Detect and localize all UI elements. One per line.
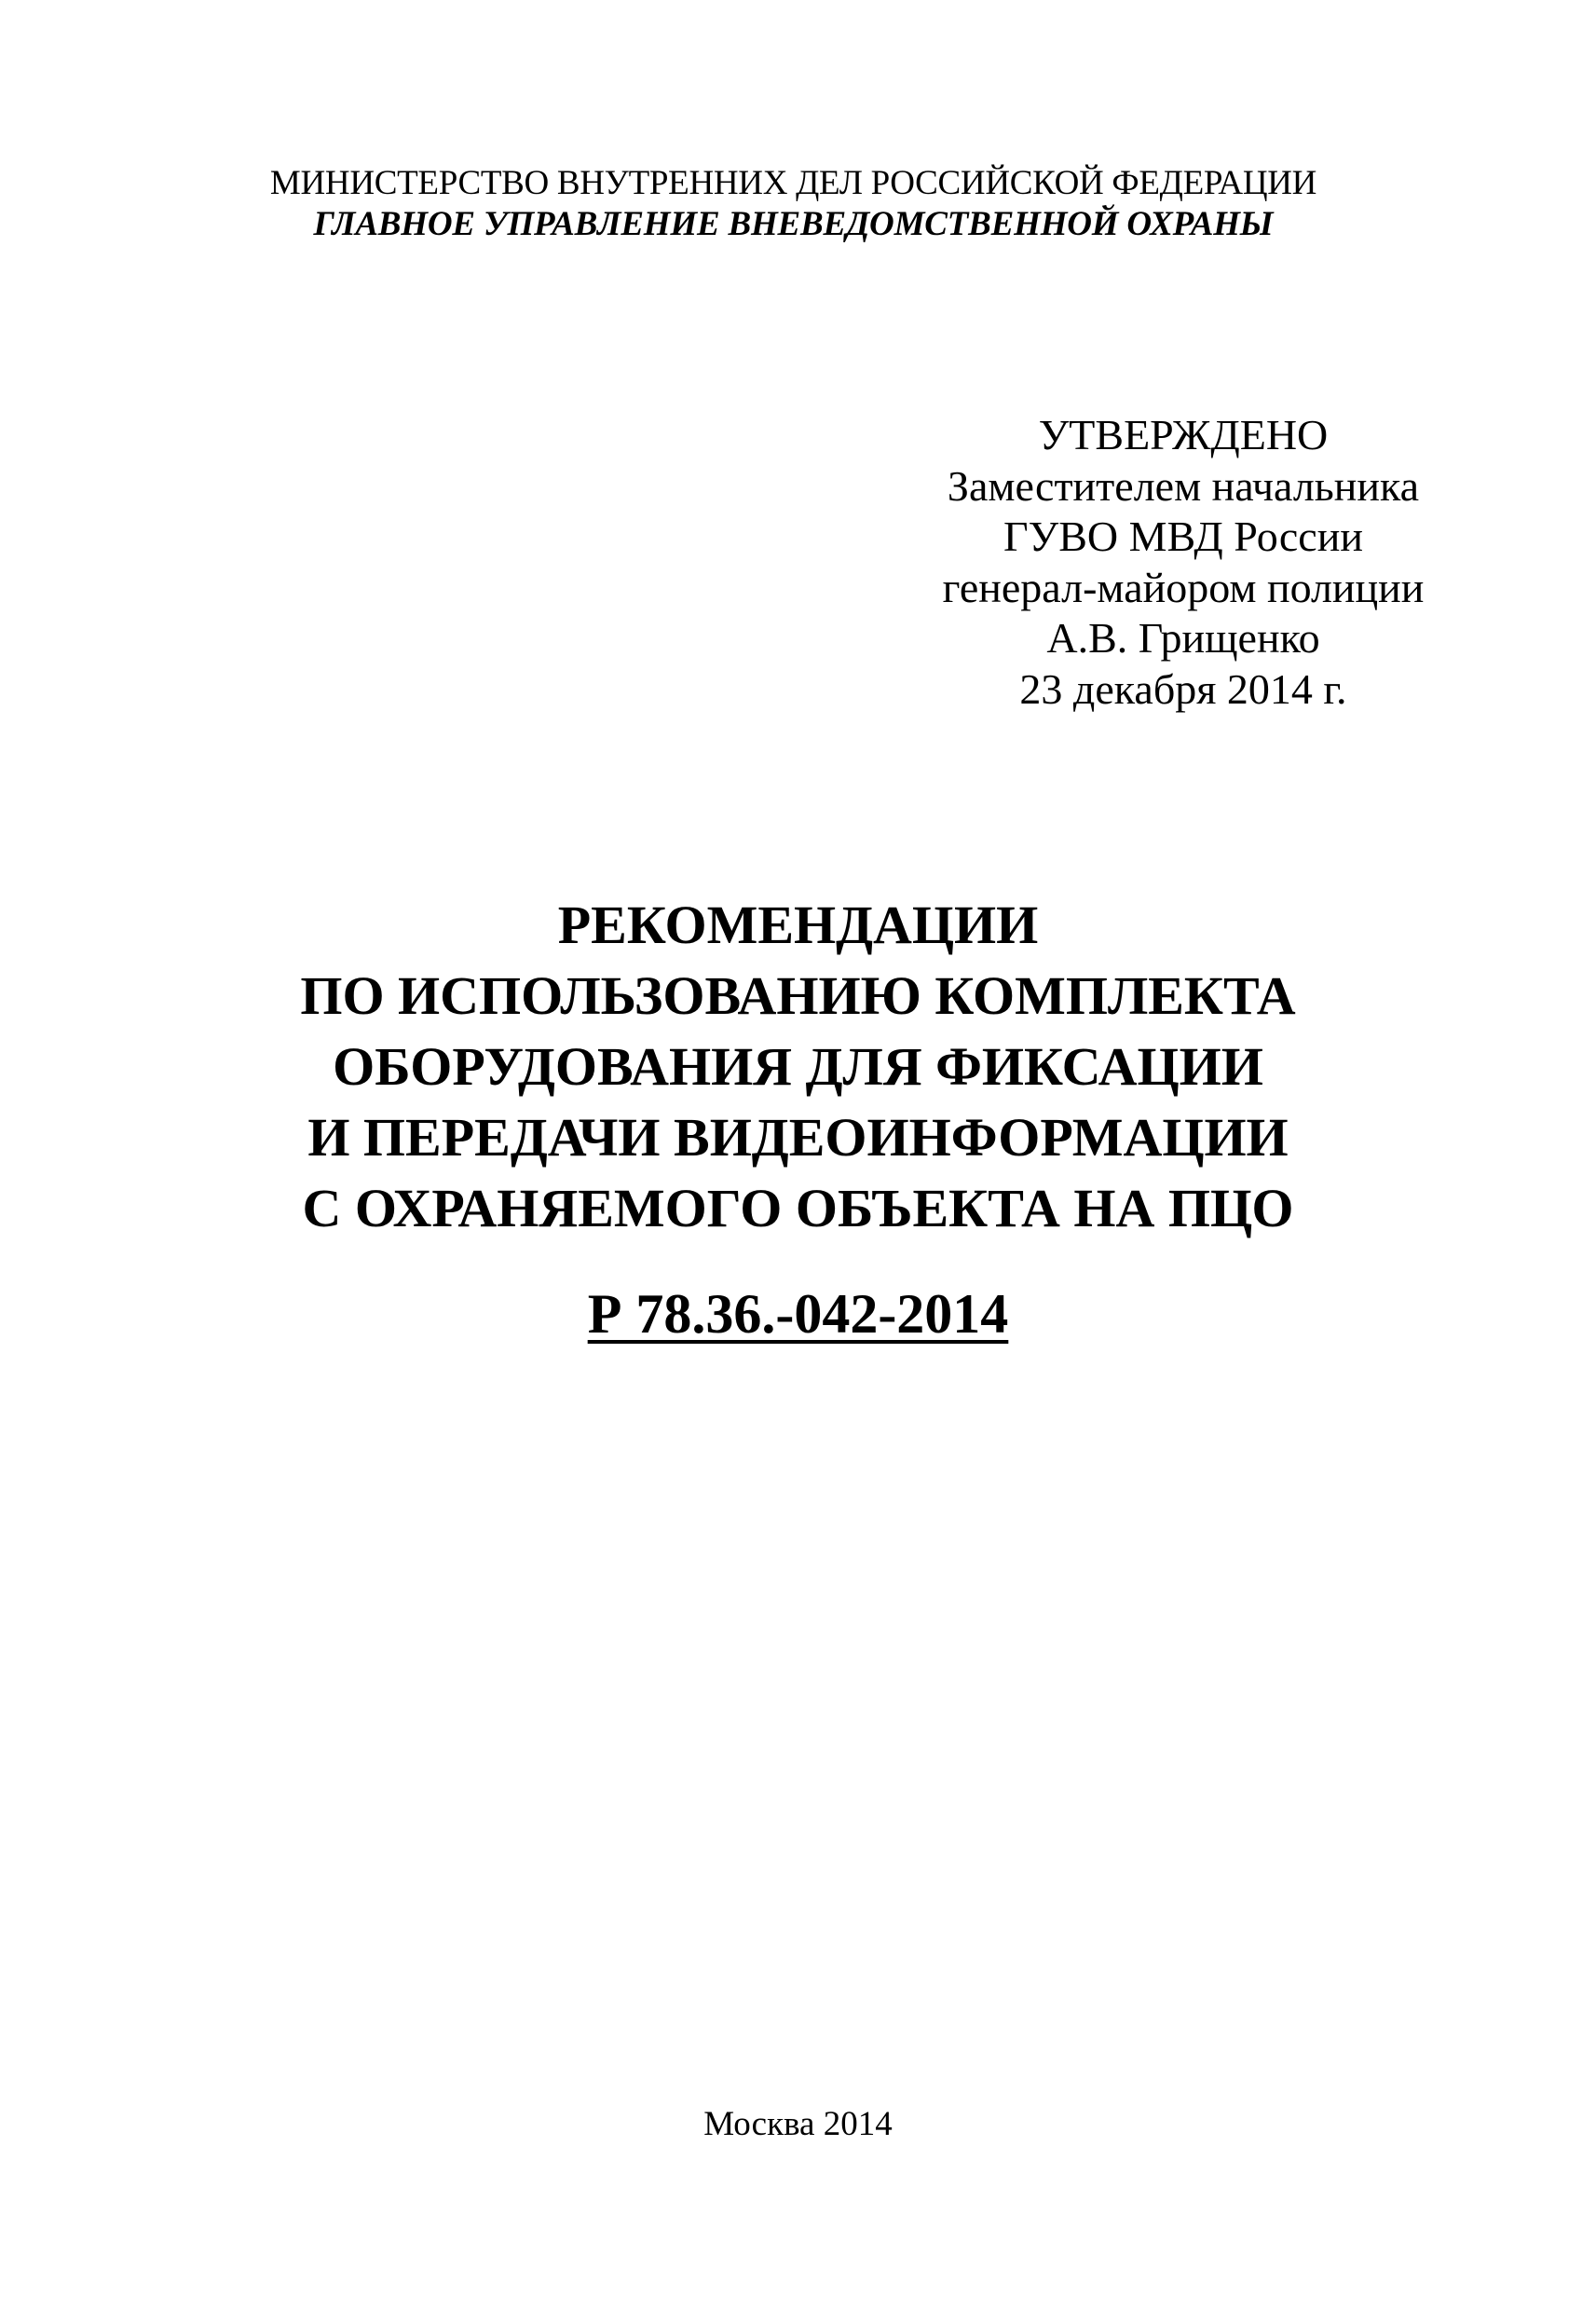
approval-block bbox=[876, 410, 1491, 715]
approval-line: генерал-майором полиции bbox=[942, 563, 1425, 611]
document-code-block bbox=[0, 1278, 1596, 1349]
document-title bbox=[0, 890, 1596, 1244]
title-line: С ОХРАНЯЕМОГО ОБЪЕКТА НА ПЦО bbox=[302, 1178, 1294, 1238]
title-line: РЕКОМЕНДАЦИИ bbox=[557, 895, 1039, 955]
approval-line: УТВЕРЖДЕНО bbox=[1038, 411, 1329, 458]
approval-line: Заместителем начальника bbox=[947, 461, 1420, 510]
title-line: ОБОРУДОВАНИЯ ДЛЯ ФИКСАЦИИ bbox=[333, 1036, 1263, 1097]
approval-line: А.В. Грищенко bbox=[1046, 614, 1320, 662]
ministry-name: МИНИСТЕРСТВО ВНУТРЕННИХ ДЕЛ РОССИЙСКОЙ ФЕДЕРАЦИИ bbox=[269, 164, 1317, 202]
place-year: Москва 2014 bbox=[703, 2105, 893, 2143]
title-line: И ПЕРЕДАЧИ ВИДЕОИНФОРМАЦИИ bbox=[307, 1107, 1289, 1168]
approval-line: 23 декабря 2014 г. bbox=[1019, 664, 1347, 713]
title-line: ПО ИСПОЛЬЗОВАНИЮ КОМПЛЕКТА bbox=[300, 965, 1296, 1026]
document-code: Р 78.36.-042-2014 bbox=[587, 1283, 1009, 1345]
page-header bbox=[0, 163, 1591, 245]
department-name: ГЛАВНОЕ УПРАВЛЕНИЕ ВНЕВЕДОМСТВЕННОЙ ОХРАНЫ bbox=[313, 205, 1274, 243]
approval-line: ГУВО МВД России bbox=[1003, 513, 1363, 560]
page-footer bbox=[0, 2104, 1596, 2145]
